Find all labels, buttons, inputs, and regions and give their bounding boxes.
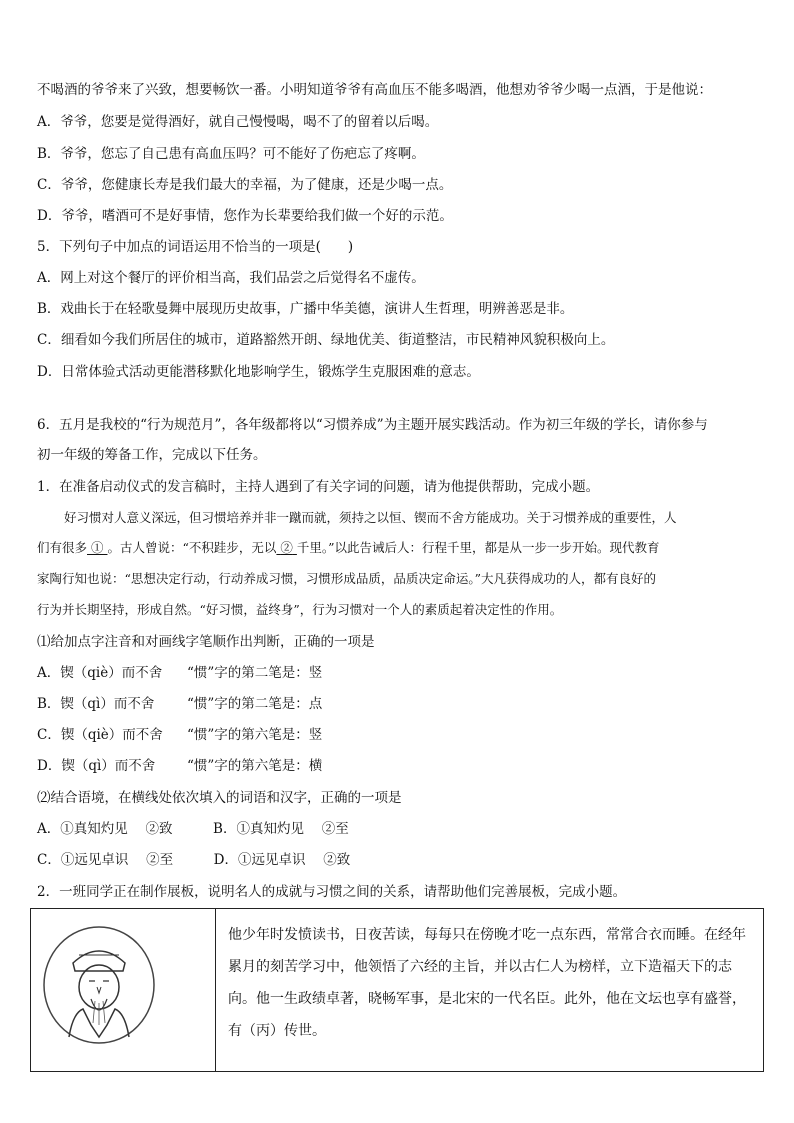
portrait-cell bbox=[31, 909, 216, 1071]
subquestion-1-2: ⑵结合语境，在横线处依次填入的词语和汉字，正确的一项是 bbox=[37, 790, 402, 806]
passage-line-4: 行为并长期坚持，形成自然。“好习惯，益终身”，行为习惯对一个人的素质起着决定性的作用。 bbox=[37, 602, 563, 617]
q1-option-b: B．锲（qì）而不舍 “惯”字的第二笔是：点 bbox=[37, 696, 323, 712]
q2-options-ab: A．①真知灼见 ②致 B．①真知灼见 ②至 bbox=[37, 821, 349, 837]
subquestion-1-1: ⑴给加点字注音和对画线字笔顺作出判断，正确的一项是 bbox=[37, 634, 375, 650]
biography-text: 他少年时发愤读书，日夜苦读，每每只在傍晚才吃一点东西，常常合衣而睡。在经年累月的刻苦学习中，他领悟了六经的主旨，并以古仁人为榜样，立下造福天下的志向。他一生政绩卓著，晓畅军事，是北宋的一代名臣。此外，他在文坛也享有盛誉，有（丙）传世。 bbox=[228, 927, 746, 1039]
question-5: 5．下列句子中加点的词语运用不恰当的一项是( ) bbox=[37, 239, 354, 255]
question-6: 6．五月是我校的“行为规范月”，各年级都将以“习惯养成”为主题开展实践活动。作为初三年级的学长，请你参与 bbox=[37, 417, 708, 433]
q2-options-cd: C．①远见卓识 ②至 D．①远见卓识 ②致 bbox=[37, 852, 351, 868]
subquestion-2: 2．一班同学正在制作展板，说明名人的成就与习惯之间的关系，请帮助他们完善展板，完成小题。 bbox=[37, 884, 627, 900]
passage-line-2 bbox=[37, 538, 758, 558]
passage-text: 们有很多 bbox=[37, 540, 88, 555]
q1-option-a: A．锲（qiè）而不舍 “惯”字的第二笔是：竖 bbox=[37, 665, 323, 681]
continued-question-text: 不喝酒的爷爷来了兴致，想要畅饮一番。小明知道爷爷有高血压不能多喝酒，他想劝爷爷少喝一点酒，于是他说： bbox=[37, 82, 712, 98]
passage-text: 千里。”以此告诫后人：行程千里，都是从一步一步开始。现代教育 bbox=[296, 540, 660, 555]
passage-line-1: 好习惯对人意义深远，但习惯培养并非一蹴而就，须持之以恒、锲而不舍方能成功。关于习惯养成的重要性，人 bbox=[64, 510, 677, 525]
exhibit-board-table bbox=[30, 908, 764, 1072]
q5-option-c: C．细看如今我们所居住的城市，道路豁然开朗、绿地优美、街道整洁，市民精神风貌积极向上。 bbox=[37, 332, 615, 348]
scholar-portrait-icon bbox=[39, 925, 159, 1045]
option-a: A．爷爷，您要是觉得酒好，就自己慢慢喝，喝不了的留着以后喝。 bbox=[37, 114, 439, 130]
option-b: B．爷爷，您忘了自己患有高血压吗？可不能好了伤疤忘了疼啊。 bbox=[37, 146, 425, 162]
q5-option-d: D．日常体验式活动更能潜移默化地影响学生，锻炼学生克服困难的意志。 bbox=[37, 364, 480, 380]
option-d: D．爷爷，嗜酒可不是好事情，您作为长辈要给我们做一个好的示范。 bbox=[37, 208, 453, 224]
q1-option-d: D．锲（qì）而不舍 “惯”字的第六笔是：横 bbox=[37, 758, 323, 774]
passage-text: 。古人曾说：“不积跬步，无以 bbox=[107, 540, 277, 555]
q1-option-c: C．锲（qiè）而不舍 “惯”字的第六笔是：竖 bbox=[37, 727, 323, 743]
q5-option-a: A．网上对这个餐厅的评价相当高，我们品尝之后觉得名不虚传。 bbox=[37, 270, 425, 286]
blank-2: ② bbox=[280, 540, 293, 555]
passage-line-3: 家陶行知也说：“思想决定行动，行动养成习惯，习惯形成品质，品质决定命运。”大凡获得成功的人，都有良好的 bbox=[37, 571, 657, 586]
subquestion-1: 1．在准备启动仪式的发言稿时，主持人遇到了有关字词的问题，请为他提供帮助，完成小题。 bbox=[37, 479, 600, 495]
q5-option-b: B．戏曲长于在轻歌曼舞中展现历史故事，广播中华美德，演讲人生哲理，明辨善恶是非。 bbox=[37, 301, 574, 317]
blank-1: ① bbox=[91, 540, 104, 555]
option-c: C．爷爷，您健康长寿是我们最大的幸福，为了健康，还是少喝一点。 bbox=[37, 177, 453, 193]
question-6-cont: 初一年级的筹备工作，完成以下任务。 bbox=[37, 447, 267, 463]
